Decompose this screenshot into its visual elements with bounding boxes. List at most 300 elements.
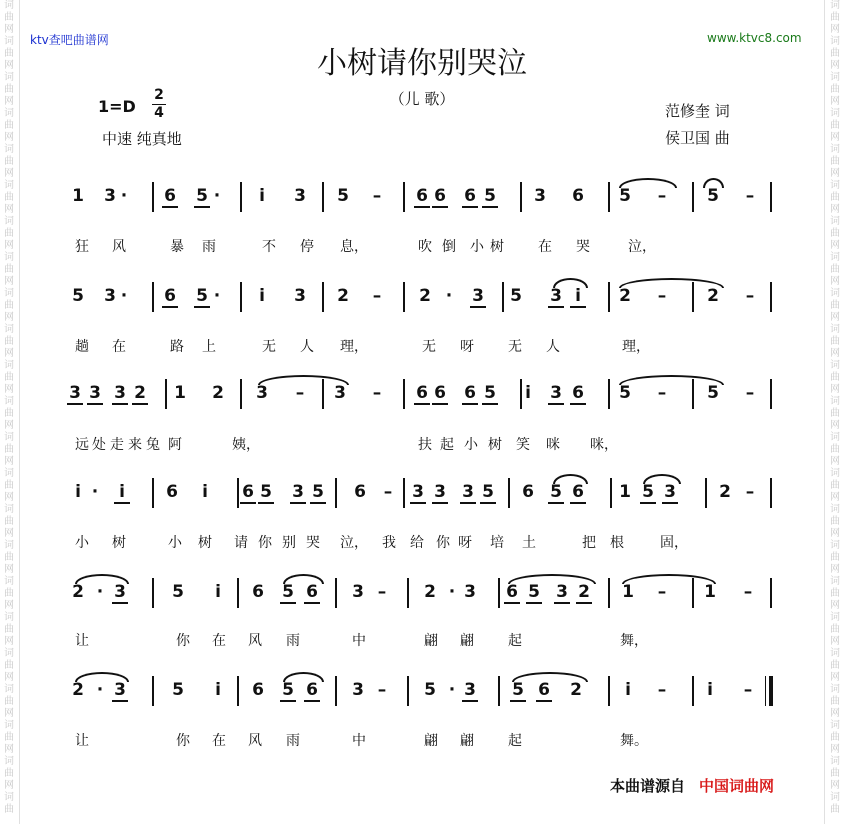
barline bbox=[692, 676, 694, 706]
note: 5 bbox=[310, 482, 326, 504]
barline bbox=[403, 182, 405, 212]
tie-slur bbox=[553, 474, 588, 484]
side-watermark-char: 词 bbox=[830, 144, 840, 155]
note: 3 bbox=[410, 482, 426, 504]
barline bbox=[237, 578, 239, 608]
side-watermark-char: 曲 bbox=[4, 12, 14, 23]
side-watermark-char: 曲 bbox=[4, 516, 14, 527]
lyric-syllable: 理， bbox=[340, 339, 368, 355]
lyric-syllable: 哭 bbox=[306, 535, 320, 551]
lyric-syllable: 咪， bbox=[590, 437, 618, 453]
side-watermark-char: 曲 bbox=[830, 48, 840, 59]
lyric-syllable: 扶 bbox=[418, 437, 432, 453]
lyric-syllable: 中 bbox=[352, 733, 366, 749]
lyric-syllable: 小 bbox=[470, 239, 484, 255]
note: 5 bbox=[72, 286, 84, 306]
lyric-syllable: 狂 bbox=[75, 239, 89, 255]
note: · bbox=[91, 482, 99, 502]
score-row bbox=[0, 672, 844, 712]
note: 5 bbox=[424, 680, 436, 700]
side-watermark-char: 曲 bbox=[830, 12, 840, 23]
side-watermark-char: 网 bbox=[830, 132, 840, 143]
barline bbox=[322, 282, 324, 312]
lyric-syllable: 远 bbox=[75, 437, 89, 453]
note: i bbox=[259, 286, 265, 306]
watermark-site-right: www.ktvc8.com bbox=[707, 31, 802, 45]
tie-slur bbox=[553, 278, 588, 288]
note: 5 bbox=[619, 383, 631, 403]
lyric-syllable: 人 bbox=[300, 339, 314, 355]
note: 2 bbox=[419, 286, 431, 306]
note: 5 bbox=[526, 582, 542, 604]
note: i bbox=[202, 482, 208, 502]
side-watermark-char: 曲 bbox=[4, 444, 14, 455]
lyric-row bbox=[0, 434, 844, 456]
barline bbox=[152, 676, 154, 706]
lyric-syllable: 在 bbox=[212, 633, 226, 649]
barline bbox=[407, 676, 409, 706]
lyric-syllable: 上 bbox=[202, 339, 216, 355]
note: – bbox=[657, 582, 667, 602]
tie-slur bbox=[283, 574, 324, 584]
barline bbox=[770, 182, 772, 212]
note: i bbox=[707, 680, 713, 700]
side-watermark-char: 网 bbox=[4, 528, 14, 539]
note: 2 bbox=[212, 383, 224, 403]
side-watermark-char: 曲 bbox=[830, 444, 840, 455]
lyric-syllable: 翩 bbox=[460, 633, 474, 649]
lyric-syllable: 处 bbox=[92, 437, 106, 453]
side-watermark-char: 网 bbox=[830, 60, 840, 71]
side-watermark-char: 曲 bbox=[4, 804, 14, 815]
side-watermark-char: 曲 bbox=[830, 768, 840, 779]
side-watermark-char: 词 bbox=[830, 108, 840, 119]
note: 2 bbox=[576, 582, 592, 604]
note: 3 bbox=[294, 286, 306, 306]
side-watermark-char: 词 bbox=[830, 468, 840, 479]
lyric-syllable: 来 bbox=[128, 437, 142, 453]
note: 3 bbox=[352, 680, 364, 700]
tie-slur bbox=[75, 574, 129, 584]
side-watermark-char: 词 bbox=[4, 180, 14, 191]
side-watermark-char: 词 bbox=[4, 504, 14, 515]
side-watermark-char: 曲 bbox=[830, 660, 840, 671]
note: 3 bbox=[548, 286, 564, 308]
note: 3 bbox=[432, 482, 448, 504]
note: 6 bbox=[504, 582, 520, 604]
note: 2 bbox=[72, 582, 84, 602]
lyric-syllable: 根 bbox=[610, 535, 624, 551]
lyric-syllable: 舞， bbox=[620, 633, 648, 649]
side-watermark-char: 词 bbox=[830, 0, 840, 11]
source-label: 本曲谱源自 bbox=[610, 777, 686, 795]
lyric-syllable: 风 bbox=[112, 239, 126, 255]
side-watermark-char: 网 bbox=[830, 744, 840, 755]
score-row bbox=[0, 278, 844, 318]
side-watermark-char: 词 bbox=[4, 252, 14, 263]
note: – bbox=[745, 482, 755, 502]
barline bbox=[237, 676, 239, 706]
tie-slur bbox=[512, 672, 588, 682]
note: 5 bbox=[280, 680, 296, 702]
lyric-syllable: 风 bbox=[248, 633, 262, 649]
note: 3 bbox=[104, 286, 116, 306]
side-watermark-char: 网 bbox=[830, 312, 840, 323]
side-watermark-char: 网 bbox=[830, 636, 840, 647]
barline bbox=[237, 478, 239, 508]
lyric-syllable: 把 bbox=[582, 535, 596, 551]
note: – bbox=[657, 680, 667, 700]
lyric-syllable: 路 bbox=[170, 339, 184, 355]
note: 5 bbox=[482, 186, 498, 208]
note: · bbox=[213, 286, 221, 306]
lyric-syllable: 翩 bbox=[424, 733, 438, 749]
lyric-syllable: 人 bbox=[546, 339, 560, 355]
note: · bbox=[120, 286, 128, 306]
lyric-syllable: 小 bbox=[168, 535, 182, 551]
note: 6 bbox=[570, 383, 586, 405]
barline bbox=[407, 578, 409, 608]
side-watermark-char: 网 bbox=[830, 708, 840, 719]
barline bbox=[520, 182, 522, 212]
barline bbox=[770, 282, 772, 312]
note: – bbox=[372, 383, 382, 403]
side-watermark-char: 网 bbox=[830, 276, 840, 287]
score-row bbox=[0, 375, 844, 415]
barline bbox=[335, 676, 337, 706]
note: 6 bbox=[536, 680, 552, 702]
barline bbox=[152, 282, 154, 312]
note: 3 bbox=[294, 186, 306, 206]
side-watermark-char: 网 bbox=[4, 168, 14, 179]
side-watermark-char: 网 bbox=[4, 312, 14, 323]
side-watermark-char: 网 bbox=[4, 636, 14, 647]
lyric-syllable: 兔 bbox=[146, 437, 160, 453]
side-watermark-char: 网 bbox=[830, 528, 840, 539]
lyric-syllable: 起 bbox=[508, 633, 522, 649]
note: – bbox=[657, 186, 667, 206]
barline bbox=[165, 379, 167, 409]
tie-slur bbox=[258, 375, 349, 385]
lyric-syllable: 停 bbox=[300, 239, 314, 255]
side-watermark-char: 曲 bbox=[4, 408, 14, 419]
side-watermark-char: 网 bbox=[4, 60, 14, 71]
side-watermark-char: 曲 bbox=[4, 660, 14, 671]
side-watermark-char: 曲 bbox=[830, 516, 840, 527]
note: · bbox=[96, 680, 104, 700]
composer: 侯卫国 曲 bbox=[665, 129, 730, 147]
side-watermark-char: 词 bbox=[4, 576, 14, 587]
lyric-syllable: 无 bbox=[262, 339, 276, 355]
lyric-syllable: 泣， bbox=[340, 535, 368, 551]
lyric-syllable: 培 bbox=[490, 535, 504, 551]
side-watermark-char: 词 bbox=[4, 216, 14, 227]
note: 3 bbox=[104, 186, 116, 206]
lyric-syllable: 起 bbox=[440, 437, 454, 453]
note: i bbox=[215, 582, 221, 602]
side-watermark-char: 网 bbox=[830, 780, 840, 791]
lyric-row bbox=[0, 336, 844, 358]
side-watermark-char: 网 bbox=[4, 564, 14, 575]
barline bbox=[770, 379, 772, 409]
side-watermark-char: 词 bbox=[4, 324, 14, 335]
side-watermark-char: 网 bbox=[830, 348, 840, 359]
side-watermark-char: 词 bbox=[830, 792, 840, 803]
lyric-syllable: 趟 bbox=[75, 339, 89, 355]
tie-slur bbox=[643, 474, 681, 484]
note: 6 bbox=[304, 680, 320, 702]
note: · bbox=[445, 286, 453, 306]
score-row bbox=[0, 178, 844, 218]
lyric-syllable: 树 bbox=[198, 535, 212, 551]
note: 1 bbox=[704, 582, 716, 602]
note: 5 bbox=[194, 186, 210, 208]
side-watermark-char: 网 bbox=[4, 384, 14, 395]
note: 6 bbox=[414, 186, 430, 208]
note: i bbox=[570, 286, 586, 308]
side-watermark-char: 词 bbox=[830, 360, 840, 371]
side-watermark-char: 词 bbox=[4, 468, 14, 479]
tie-slur bbox=[508, 574, 596, 584]
side-watermark-char: 网 bbox=[830, 204, 840, 215]
barline bbox=[765, 676, 766, 706]
side-watermark-char: 曲 bbox=[4, 588, 14, 599]
lyric-syllable: 给 bbox=[410, 535, 424, 551]
note: 2 bbox=[570, 680, 582, 700]
lyric-syllable: 翩 bbox=[460, 733, 474, 749]
note: 3 bbox=[290, 482, 306, 504]
side-watermark-char: 曲 bbox=[4, 768, 14, 779]
meter-bottom: 4 bbox=[154, 105, 164, 121]
side-watermark-char: 曲 bbox=[4, 624, 14, 635]
note: 2 bbox=[337, 286, 349, 306]
side-watermark-char: 网 bbox=[4, 744, 14, 755]
side-watermark-char: 网 bbox=[4, 24, 14, 35]
lyric-row bbox=[0, 630, 844, 652]
side-watermark-char: 曲 bbox=[830, 480, 840, 491]
note: 3 bbox=[112, 582, 128, 604]
side-watermark-char: 词 bbox=[830, 504, 840, 515]
note: i bbox=[215, 680, 221, 700]
barline bbox=[610, 478, 612, 508]
key-signature: 1=D bbox=[98, 97, 136, 116]
side-watermark-char: 词 bbox=[4, 144, 14, 155]
note: 6 bbox=[162, 286, 178, 308]
side-watermark-char: 曲 bbox=[4, 192, 14, 203]
lyric-syllable: 小 bbox=[464, 437, 478, 453]
note: · bbox=[448, 680, 456, 700]
barline bbox=[403, 478, 405, 508]
side-watermark-char: 网 bbox=[4, 96, 14, 107]
note: 5 bbox=[194, 286, 210, 308]
note: 6 bbox=[304, 582, 320, 604]
side-watermark-char: 曲 bbox=[4, 156, 14, 167]
side-watermark-char: 曲 bbox=[4, 480, 14, 491]
note: 3 bbox=[352, 582, 364, 602]
lyric-syllable: 在 bbox=[212, 733, 226, 749]
note: – bbox=[745, 383, 755, 403]
side-watermark-char: 词 bbox=[4, 720, 14, 731]
side-watermark-char: 网 bbox=[4, 204, 14, 215]
side-watermark-char: 网 bbox=[830, 240, 840, 251]
note: 5 bbox=[707, 383, 719, 403]
side-watermark-char: 词 bbox=[4, 684, 14, 695]
side-watermark-char: 曲 bbox=[830, 804, 840, 815]
barline bbox=[770, 478, 772, 508]
barline bbox=[608, 379, 610, 409]
note: – bbox=[743, 680, 753, 700]
note: i bbox=[75, 482, 81, 502]
barline bbox=[608, 676, 610, 706]
lyric-syllable: 我 bbox=[382, 535, 396, 551]
note: 6 bbox=[252, 582, 264, 602]
note: 1 bbox=[72, 186, 84, 206]
side-watermark-char: 词 bbox=[4, 648, 14, 659]
note: 6 bbox=[570, 482, 586, 504]
side-watermark-char: 网 bbox=[4, 780, 14, 791]
note: 6 bbox=[432, 186, 448, 208]
note: 3 bbox=[460, 482, 476, 504]
source-site: 中国词曲网 bbox=[699, 777, 775, 795]
note: 2 bbox=[719, 482, 731, 502]
side-watermark-char: 词 bbox=[830, 324, 840, 335]
lyric-syllable: 咪 bbox=[546, 437, 560, 453]
note: i bbox=[114, 482, 130, 504]
note: 5 bbox=[172, 680, 184, 700]
side-watermark-char: 词 bbox=[4, 612, 14, 623]
song-title: 小树请你别哭泣 bbox=[317, 46, 527, 81]
side-watermark-char: 网 bbox=[4, 420, 14, 431]
lyric-syllable: 姨， bbox=[232, 437, 260, 453]
note: – bbox=[743, 582, 753, 602]
barline bbox=[335, 478, 337, 508]
lyric-syllable: 请 bbox=[234, 535, 248, 551]
lyric-syllable: 你 bbox=[176, 633, 190, 649]
note: 5 bbox=[640, 482, 656, 504]
side-watermark-char: 词 bbox=[830, 216, 840, 227]
side-watermark-char: 词 bbox=[4, 72, 14, 83]
lyric-row bbox=[0, 236, 844, 258]
side-watermark-char: 词 bbox=[4, 288, 14, 299]
tie-slur bbox=[622, 574, 716, 584]
lyric-syllable: 倒 bbox=[442, 239, 456, 255]
note: 6 bbox=[522, 482, 534, 502]
side-watermark-char: 曲 bbox=[830, 228, 840, 239]
lyric-row bbox=[0, 730, 844, 752]
side-watermark-char: 词 bbox=[4, 540, 14, 551]
note: 5 bbox=[280, 582, 296, 604]
side-watermark-char: 词 bbox=[830, 756, 840, 767]
lyric-syllable: 翩 bbox=[424, 633, 438, 649]
side-watermark-char: 曲 bbox=[4, 300, 14, 311]
side-watermark-char: 曲 bbox=[4, 372, 14, 383]
side-watermark-char: 曲 bbox=[4, 228, 14, 239]
barline bbox=[498, 676, 500, 706]
meter-top: 2 bbox=[154, 87, 164, 103]
note: 6 bbox=[432, 383, 448, 405]
side-watermark-char: 词 bbox=[830, 252, 840, 263]
side-watermark-char: 网 bbox=[830, 96, 840, 107]
note: 3 bbox=[548, 383, 564, 405]
lyric-syllable: 无 bbox=[422, 339, 436, 355]
note: 3 bbox=[470, 286, 486, 308]
lyric-syllable: 你 bbox=[258, 535, 272, 551]
side-watermark-char: 词 bbox=[4, 432, 14, 443]
side-watermark-char: 曲 bbox=[830, 732, 840, 743]
side-watermark-char: 网 bbox=[4, 672, 14, 683]
side-watermark-char: 曲 bbox=[830, 552, 840, 563]
barline bbox=[508, 478, 510, 508]
side-watermark-char: 网 bbox=[4, 240, 14, 251]
barline bbox=[335, 578, 337, 608]
side-watermark-char: 词 bbox=[830, 396, 840, 407]
note: 6 bbox=[162, 186, 178, 208]
side-watermark-char: 曲 bbox=[830, 624, 840, 635]
side-watermark-char: 网 bbox=[830, 492, 840, 503]
note: 3 bbox=[256, 383, 268, 403]
side-watermark-char: 词 bbox=[830, 684, 840, 695]
lyric-syllable: 无 bbox=[508, 339, 522, 355]
tie-slur bbox=[619, 178, 677, 188]
lyric-syllable: 风 bbox=[248, 733, 262, 749]
lyric-syllable: 让 bbox=[75, 633, 89, 649]
side-watermark-char: 曲 bbox=[830, 408, 840, 419]
note: 3 bbox=[112, 383, 128, 405]
watermark-site-left: ktv查吧曲谱网 bbox=[30, 33, 109, 47]
side-watermark-char: 网 bbox=[830, 168, 840, 179]
note: 6 bbox=[462, 186, 478, 208]
tie-slur bbox=[619, 375, 724, 385]
note: 6 bbox=[252, 680, 264, 700]
note: 5 bbox=[510, 286, 522, 306]
side-watermark-char: 词 bbox=[4, 756, 14, 767]
barline bbox=[152, 578, 154, 608]
note: 6 bbox=[414, 383, 430, 405]
side-watermark-char: 词 bbox=[830, 648, 840, 659]
note: · bbox=[213, 186, 221, 206]
note: – bbox=[657, 383, 667, 403]
side-watermark-char: 网 bbox=[4, 492, 14, 503]
note: 3 bbox=[554, 582, 570, 604]
note: 1 bbox=[619, 482, 631, 502]
barline bbox=[240, 182, 242, 212]
side-watermark-char: 词 bbox=[830, 540, 840, 551]
lyric-syllable: 暴 bbox=[170, 239, 184, 255]
barline bbox=[403, 282, 405, 312]
side-watermark-char: 词 bbox=[830, 72, 840, 83]
score-row bbox=[0, 574, 844, 614]
side-watermark-char: 曲 bbox=[4, 336, 14, 347]
side-watermark-char: 曲 bbox=[830, 300, 840, 311]
side-watermark-char: 词 bbox=[4, 0, 14, 11]
note: 5 bbox=[172, 582, 184, 602]
side-watermark-char: 词 bbox=[830, 288, 840, 299]
note: 6 bbox=[572, 186, 584, 206]
song-genre: （儿 歌） bbox=[389, 90, 455, 108]
note: 3 bbox=[112, 680, 128, 702]
note: – bbox=[745, 286, 755, 306]
note: 3 bbox=[662, 482, 678, 504]
lyric-syllable: 在 bbox=[538, 239, 552, 255]
note: – bbox=[377, 680, 387, 700]
barline bbox=[608, 182, 610, 212]
side-watermark-char: 曲 bbox=[4, 264, 14, 275]
side-watermark-char: 词 bbox=[830, 576, 840, 587]
side-watermark-char: 网 bbox=[4, 132, 14, 143]
barline bbox=[152, 182, 154, 212]
note: 5 bbox=[480, 482, 496, 504]
note: 6 bbox=[462, 383, 478, 405]
